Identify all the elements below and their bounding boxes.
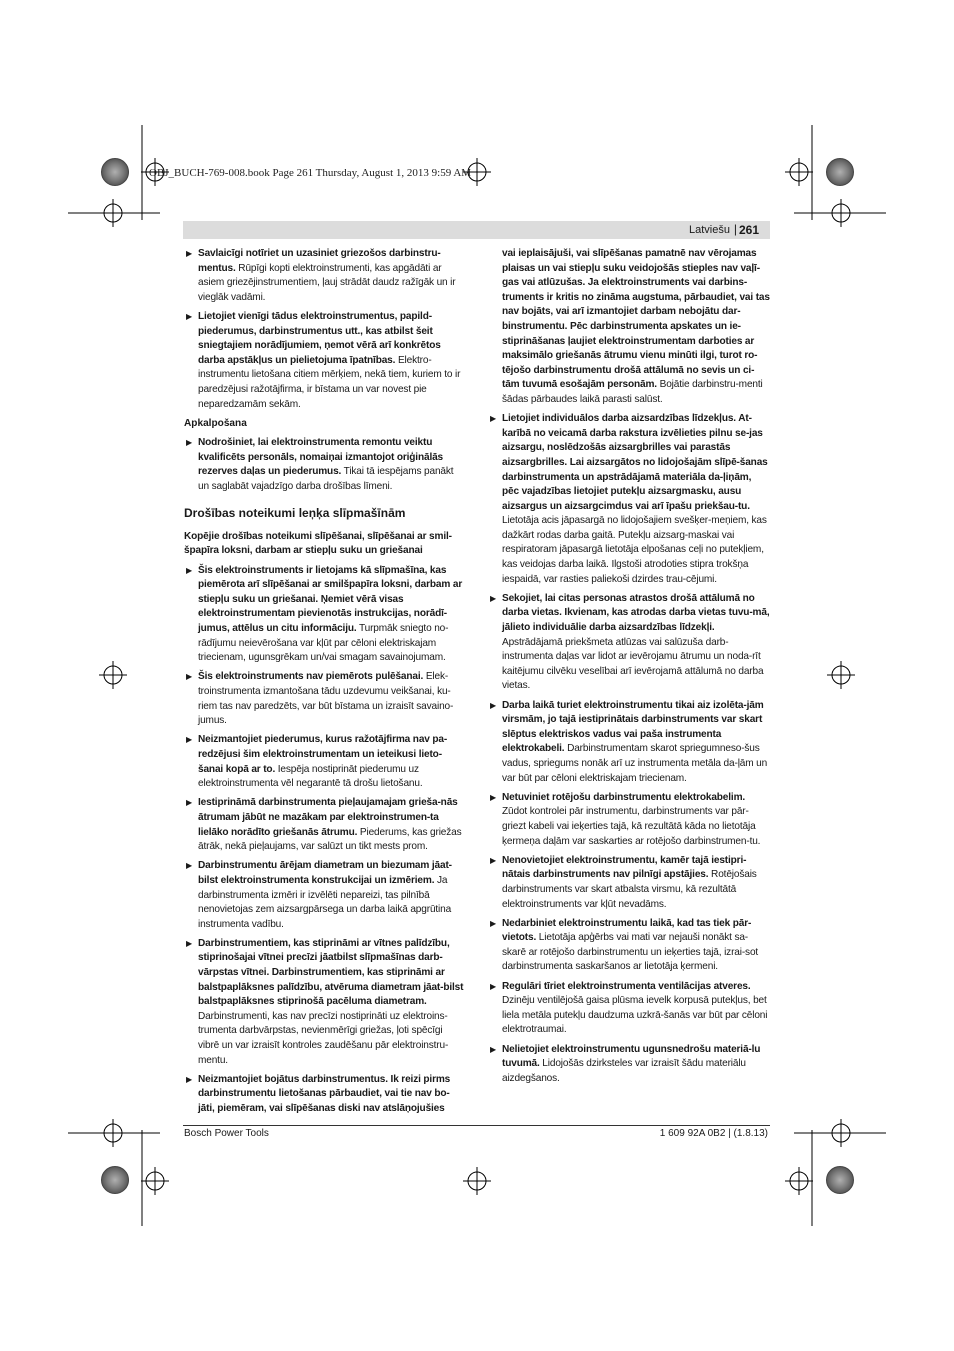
- page-header: [183, 221, 770, 239]
- list-item: ▶ Sekojiet, lai citas personas atrastos drošā attālumā no darba vietas. Ikvienam, kas atrodas darba vietas tuvu-mā, jālieto individuālie darba aizsardzības līdzekļi. Apstrādājamā priekšmeta atlūzas vai salūzuša darb-instrumenta daļas var lidot ar ievērojamu ātrumu un noda-rīt kaitējumu cilvēku veselībai arī ievērojamā attālumā no darba vietas.: [490, 592, 770, 692]
- footer-brand: Bosch Power Tools: [184, 1128, 269, 1139]
- bullet-triangle-icon: ▶: [490, 855, 497, 865]
- bullet-triangle-icon: ▶: [490, 414, 497, 424]
- bullet-triangle-icon: ▶: [186, 861, 193, 871]
- list-item: ▶ Lietojiet individuālos darba aizsardzības līdzekļus. At-karībā no veicamā darba rakstura izvēlieties pilnu se-jas aizsargu, noslēdzošās aizsargbrilles vai parastās aizsargbrilles. Lai aizsargātos no lidojošajām slīpē-šanas darbinstrumenta un apstrādājamā materiāla da-ļiņām, pēc vajadzības lietojiet putekļu aizsargmasku, ausu aizsargus un aizsargcimdus vai arī īpašu priekšau-tu. Lietotāja acis jāpasargā no lidojošajiem svešķer-meņiem, kas dažkārt rodas darba gaitā. Putekļu aizsarg-maskai vai respiratoram jāpasargā lietotāja elpošanas ceļi no putekļiem, kas veidojas darba laikā. Ilgstoši atrodoties stipra trokšņa iespaidā, var rasties paliekoši dzirdes trau-cējumi.: [490, 413, 768, 585]
- header-separator: |: [733, 222, 737, 236]
- registration-disc-icon: [826, 1166, 854, 1194]
- list-item: ▶ Neizmantojiet piederumus, kurus ražotājfirma nav pa-redzējusi šim elektroinstrumentam un ieteikusi lieto-šanai kopā ar to. Iespēja nostiprināt piederumu uz elektroinstrumenta vēl negarantē tā drošu lietošanu.: [186, 734, 448, 790]
- page-footer: [183, 1125, 770, 1139]
- list-item: ▶ Šis elektroinstruments ir lietojams kā slīpmašīna, kas piemērota arī slīpēšanai ar smilšpapīra loksni, darbam ar stiepļu suku un griešanai. Ņemiet vērā visas elektroinstrumentam pievienotās instrukcijas, norādī-jumus, attēlus un citu informāciju. Turpmāk sniegto no-rādījumu neievērošana var kļūt par cēloni elektriskajam triecienam, ugunsgrēkam un/vai smagam savainojumam.: [186, 564, 463, 664]
- bullet-triangle-icon: ▶: [186, 437, 193, 447]
- registration-disc-icon: [101, 1166, 129, 1194]
- list-item: ▶ Nenovietojiet elektroinstrumentu, kamēr tajā iestipri-nātais darbinstruments nav pilnīgi apstājies. Rotējošais darbinstruments var skart atbalsta virsmu, kā rezultātā elektroinstruments var kļūt nevadāms.: [490, 854, 757, 910]
- list-item: ▶ Darba laikā turiet elektroinstrumentu tikai aiz izolēta-jām virsmām, jo tajā iestiprinātais darbinstruments var skart slēptus elektriskos vadus vai paša instrumenta elektrokabeli. Darbinstrumentam skarot spriegumneso-šus vadus, spriegums nonāk arī uz instrumenta metāla da-ļām un var būt par cēloni elektriskajam triecienam.: [490, 699, 768, 784]
- bullet-triangle-icon: ▶: [186, 311, 193, 321]
- bullet-triangle-icon: ▶: [186, 798, 193, 808]
- bullet-triangle-icon: ▶: [490, 700, 497, 710]
- page-number: 261: [738, 223, 759, 237]
- list-item: ▶ Netuviniet rotējošu darbinstrumentu elektrokabelim. Zūdot kontrolei pār instrumentu, darbinstruments var pār-griezt kabeli vai ieķerties tajā, kā rezultātā kāda no lietotāja ķermeņa daļām var saskarties ar rotējošo darbinstrumen-tu.: [490, 791, 761, 847]
- bullet-triangle-icon: ▶: [186, 1074, 193, 1084]
- list-item-continuation: vai ieplaisājuši, vai slīpēšanas pamatnē nav vērojamas plaisas un vai stiepļu suku veidojošās stieples nav vaļī-gas vai atlūzušas. Ja elektroinstruments vai darbins-truments ir kritis no zināma augstuma, pārbaudiet, vai tas nav bojāts, vai arī izmantojiet darbam nebojātu dar-binstrumentu. Pēc darbinstrumenta apskates un ie-stiprināšanas ļaujiet elektroinstrumentam darboties ar maksimālo griešanās ātrumu vienu minūti ilgi, turot ro-tējošo darbinstrumentu drošā attālumā no sevis un ci-tām tuvumā esošajām personām. Bojātie darbinstru-menti šādas pārbaudes laikā parasti salūst.: [502, 248, 770, 405]
- list-item: ▶ Lietojiet vienīgi tādus elektroinstrumentus, papild-piederumus, darbinstrumentus utt., kas atbilst šeit sniegtajiem norādījumiem, ņemot vērā arī konkrētos darba apstākļus un pielietojuma īpatnības. Elektro-instrumentu lietošana citiem mērķiem, nekā tiem, kuriem to ir paredzējusi ražotājfirma, ir bīstama un var novest pie neparedzamām sekām.: [186, 310, 461, 410]
- left-column: [184, 247, 466, 1121]
- bullet-triangle-icon: ▶: [490, 918, 497, 928]
- list-item: ▶ Šis elektroinstruments nav piemērots pulēšanai. Elek-troinstrumenta izmantošana tādu uzdevumu veikšanai, ku-riem tas nav paredzēts, var būt bīstama un izraisīt savaino-jumus.: [186, 671, 454, 727]
- language-label: Latviešu: [689, 224, 730, 236]
- list-item: ▶ Savlaicīgi notīriet un uzasiniet griezošos darbinstru-mentus. Rūpīgi kopti elektroinstrumenti, kas apgādāti ar asiem griezējinstrumentiem, ļauj strādāt daudz ražīgāk un ir vieglāk vadāmi.: [186, 248, 456, 303]
- bullet-triangle-icon: ▶: [490, 792, 497, 802]
- registration-disc-icon: [826, 158, 854, 186]
- list-item: ▶ Iestiprināmā darbinstrumenta pieļaujamajam grieša-nās ātrumam jābūt ne mazākam par elektroinstrumen-ta lielāko norādīto griešanās ātrumu. Piederums, kas griežas ātrāk, nekā pieļaujams, var salūzt un tikt mests prom.: [186, 797, 462, 853]
- section-title: Drošības noteikumi leņķa slīpmašīnām: [184, 506, 406, 521]
- list-item: ▶ Darbinstrumentiem, kas stiprināmi ar vītnes palīdzību, stiprinošajai vītnei precīzi jāatbilst slīpmašīnas darb-vārpstas vītnei. Darbinstrumentiem, kas stiprināmi ar balstpaplāksnes palīdzību, atvēruma diametram jāat-bilst balstpaplāksnes stiprinošā pacēluma diametram. Darbinstrumenti, kas nav precīzi nostiprināti uz elektroins-trumenta darbvārpstas, nevienmērīgi griežas, ļoti spēcīgi vibrē un var izraisīt kontroles zaudēšanu pār elektroinstru-mentu.: [186, 937, 464, 1066]
- list-item: ▶ Nodrošiniet, lai elektroinstrumenta remontu veiktu kvalificēts personāls, nomaiņai izmantojot oriģinālās rezerves daļas un piederumus. Tikai tā iespējams panākt un saglabāt vajadzīgo darba drošības līmeni.: [186, 436, 454, 492]
- list-item: ▶ Regulāri tīriet elektroinstrumenta ventilācijas atveres. Dzinēju ventilējošā gaisa plūsma ievelk korpusā putekļus, bet liela metāla putekļu daudzuma uzkrā-šanās var būt par cēloni elektrotraumai.: [490, 980, 768, 1036]
- bullet-triangle-icon: ▶: [186, 735, 193, 745]
- list-item: ▶ Nelietojiet elektroinstrumentu ugunsnedrošu materiā-lu tuvumā. Lidojošās dzirksteles var izraisīt šādu materiālu aizdegšanos.: [490, 1043, 761, 1084]
- file-header: OBJ_BUCH-769-008.book Page 261 Thursday, August 1, 2013 9:59 AM: [149, 167, 472, 179]
- right-column: [488, 247, 770, 1091]
- list-item: ▶ Nedarbiniet elektroinstrumentu laikā, kad tas tiek pār-vietots. Lietotāja apģērbs vai mati var nejauši nonākt sa-skarē ar rotējošo darbinstrumentu un ieķerties tajā, izrai-sot darbinstrumenta saskaršanos ar lietotāja ķermeni.: [490, 917, 759, 973]
- footer-doc-number: 1 609 92A 0B2 | (1.8.13): [659, 1128, 768, 1139]
- bullet-triangle-icon: ▶: [490, 593, 497, 603]
- list-item: ▶ Neizmantojiet bojātus darbinstrumentus. Ik reizi pirms darbinstrumentu lietošanas pārbaudiet, vai tie nav bo-jāti, piemēram, vai slīpēšanas diski nav atslāņojušies: [186, 1073, 451, 1114]
- section-intro: Kopējie drošības noteikumi slīpēšanai, slīpēšanai ar smil-špapīra loksni, darbam ar stiepļu suku un griešanai: [184, 530, 452, 557]
- bullet-triangle-icon: ▶: [490, 981, 497, 991]
- bullet-triangle-icon: ▶: [490, 1044, 497, 1054]
- bullet-triangle-icon: ▶: [186, 938, 193, 948]
- list-item: ▶ Darbinstrumentu ārējam diametram un biezumam jāat-bilst elektroinstrumenta konstrukcijai un izmēriem. Ja darbinstrumenta izmēri ir izvēlēti nepareizi, tas pilnībā nenovietojas zem aizsargpārsega un darba laikā apgrūtina instrumenta vadību.: [186, 860, 452, 930]
- bullet-triangle-icon: ▶: [186, 565, 193, 575]
- registration-disc-icon: [101, 158, 129, 186]
- subheading-service: Apkalpošana: [184, 417, 247, 429]
- bullet-triangle-icon: ▶: [186, 672, 193, 682]
- bullet-triangle-icon: ▶: [186, 249, 193, 258]
